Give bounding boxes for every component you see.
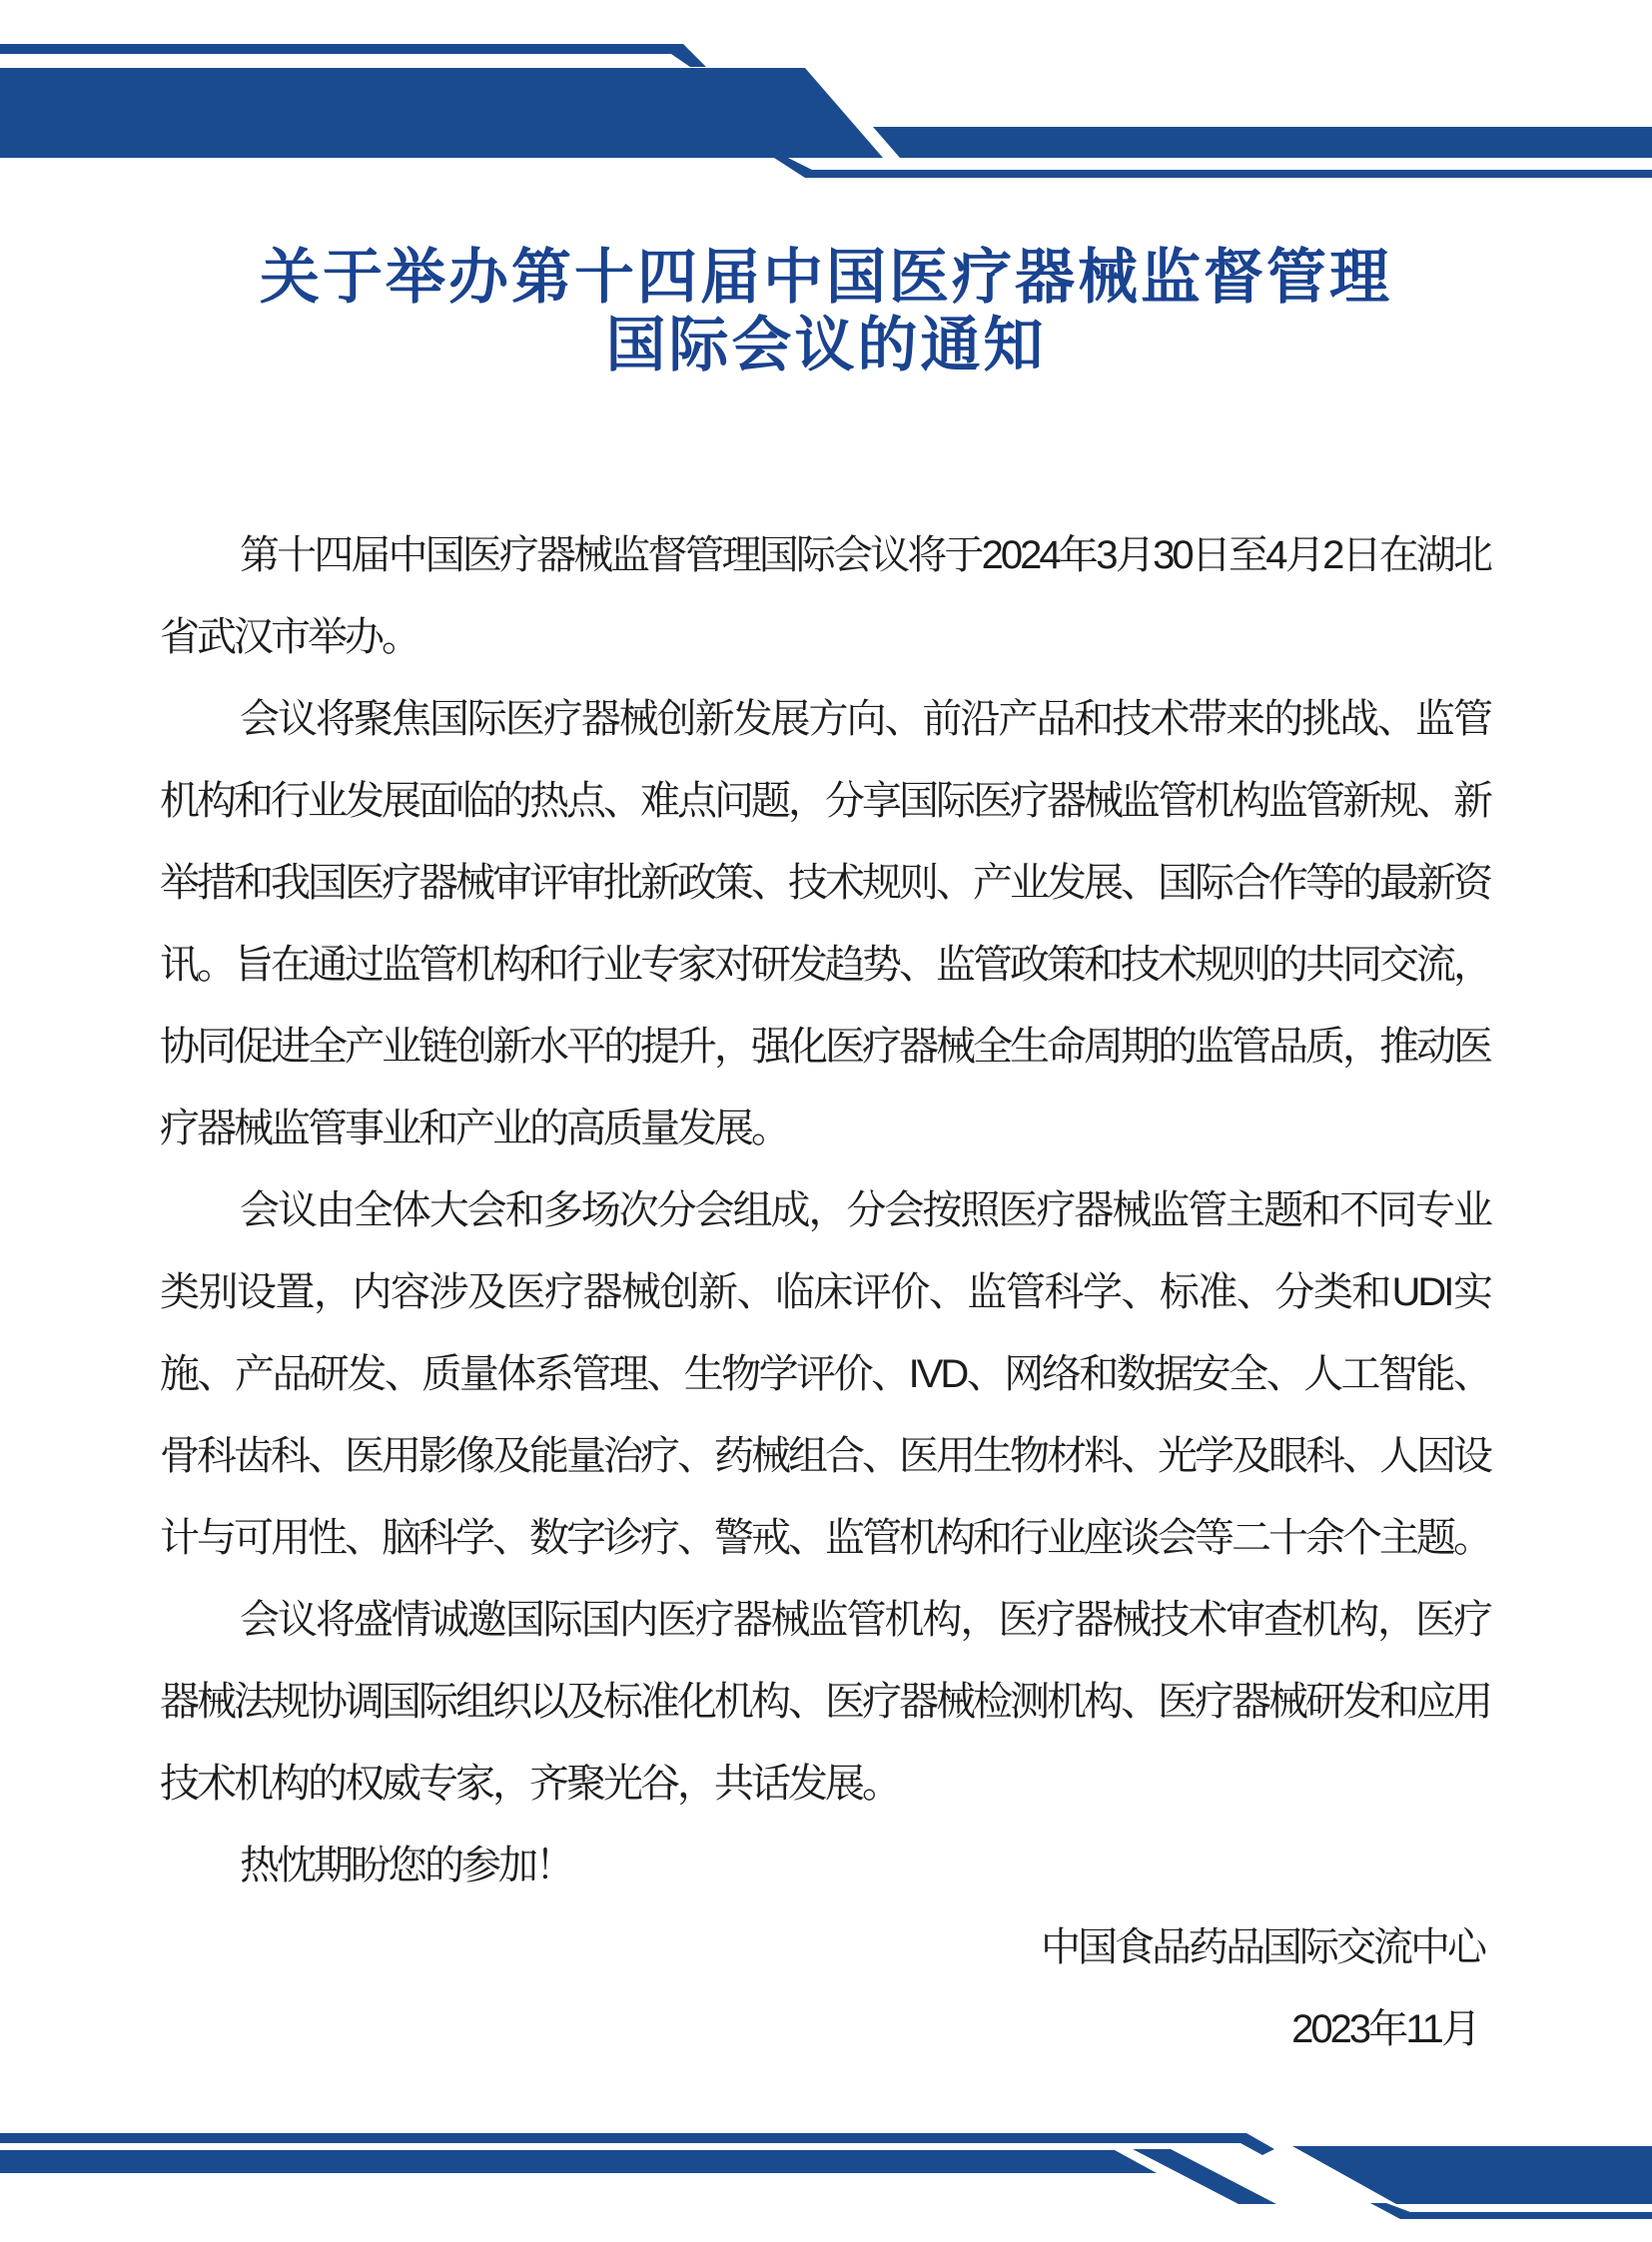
paragraph-invitation: 会议将盛情诚邀国际国内医疗器械监管机构，医疗器械技术审查机构，医疗器械法规协调国际组织以及标准化机构、医疗器械检测机构、医疗器械研发和应用技术机构的权威专家，齐聚光谷，共话发展。	[160, 1598, 1490, 1806]
notice-title	[0, 244, 1652, 379]
notice-body	[160, 514, 1490, 2070]
header-bottom-stripe	[774, 158, 1652, 178]
paragraph-conference-dates: 第十四届中国医疗器械监督管理国际会议将于 2024 年 3 月 30 日至 4 月 2 日在湖北省武汉市举办。	[160, 533, 1490, 659]
footer-left-band	[0, 2150, 1157, 2173]
footer-right-band	[1292, 2146, 1652, 2204]
signature-organization: 中国食品药品国际交流中心	[1041, 1925, 1484, 1969]
footer-diagonal-slab	[1133, 2149, 1276, 2204]
footer-bottom-stripe	[1370, 2203, 1652, 2219]
paragraph-conference-focus: 会议将聚焦国际医疗器械创新发展方向、前沿产品和技术带来的挑战、监管机构和行业发展面临的热点、难点问题，分享国际医疗器械监管机构监管新规、新举措和我国医疗器械审评审批新政策、技术规则、产业发展、国际合作等的最新资讯。旨在通过监管机构和行业专家对研发趋势、监管政策和技术规则的共同交流，协同促进全产业链创新水平的提升，强化医疗器械全生命周期的监管品质，推动医疗器械监管事业和产业的高质量发展。	[160, 697, 1490, 1150]
header-top-stripe	[0, 44, 706, 67]
notice-date: 2023 年 11 月	[1291, 2007, 1478, 2051]
header-right-band	[873, 127, 1652, 158]
paragraph-conference-sessions: 会议由全体大会和多场次分会组成，分会按照医疗器械监管主题和不同专业类别设置，内容涉及医疗器械创新、临床评价、监管科学、标准、分类和 UDI 实施、产品研发、质量体系管理、生物学评价、IVD、网络和数据安全、人工智能、骨科齿科、医用影像及能量治疗、药械组合、医用生物材料、光学及眼科、人因设计与可用性、脑科学、数字诊疗、警戒、监管机构和行业座谈会等二十余个主题。	[160, 1188, 1490, 1560]
paragraph-closing: 热忱期盼您的参加！	[240, 1844, 572, 1887]
notice-title-line-2: 国际会议的通知	[605, 312, 1047, 378]
header-left-band	[0, 68, 883, 158]
notice-title-line-1: 关于举办第十四届中国医疗器械监督管理	[260, 244, 1392, 311]
